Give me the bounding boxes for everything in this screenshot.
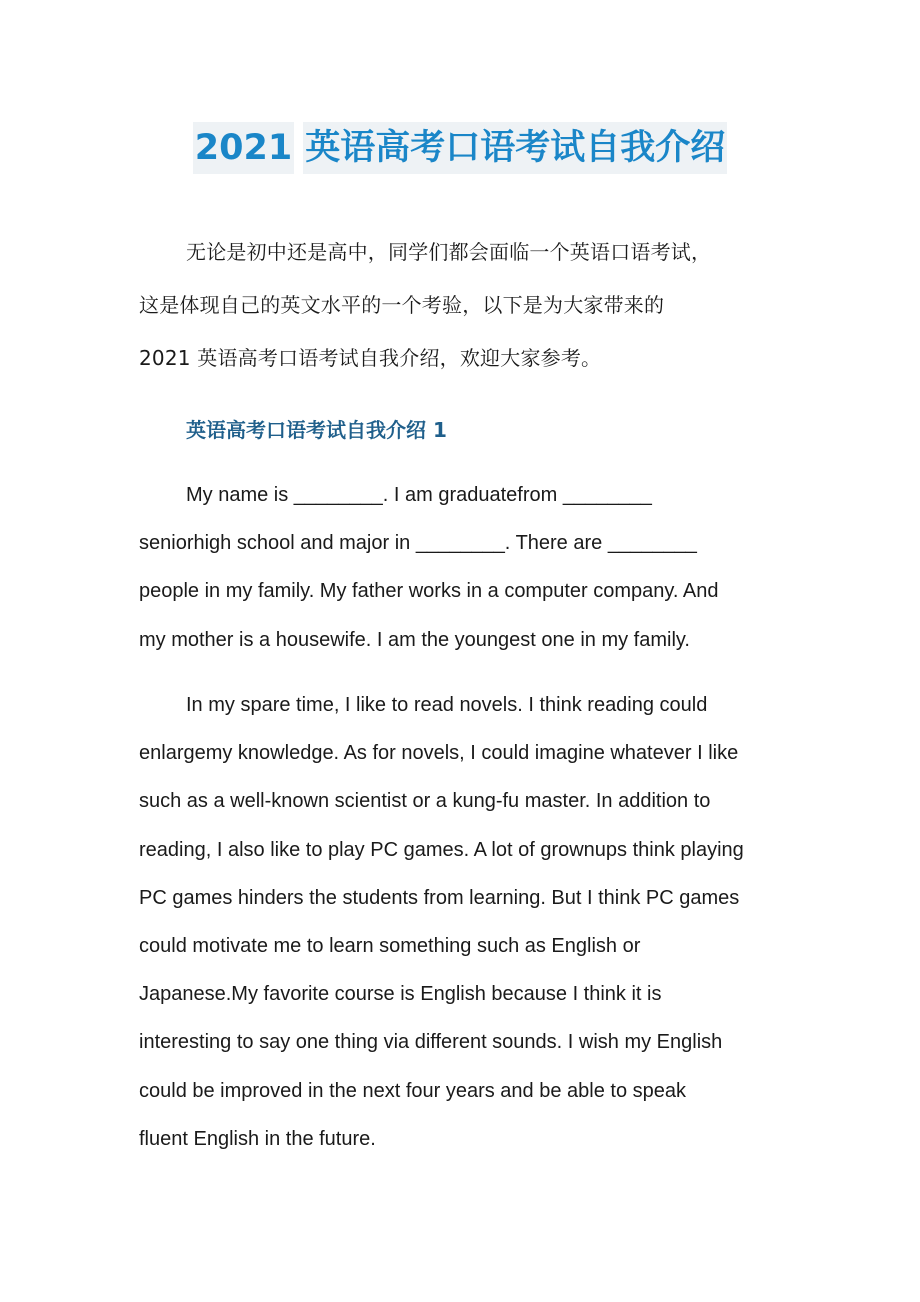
paragraph-1	[139, 471, 784, 664]
paragraph-line: In my spare time, I like to read novels. I think reading could	[186, 694, 708, 716]
paragraph-2	[139, 681, 784, 1163]
title-text: 英语高考口语考试自我介绍	[303, 122, 727, 174]
title-block	[0, 122, 920, 174]
paragraph-line: seniorhigh school and major in ________. There are ________	[139, 532, 697, 555]
paragraph-line: interesting to say one thing via different sounds. I wish my English	[139, 1031, 723, 1054]
paragraph-line: reading, I also like to play PC games. A lot of grownups think playing	[139, 838, 744, 861]
paragraph-line: could be improved in the next four years and be able to speak	[139, 1079, 687, 1102]
paragraph-line: people in my family. My father works in a computer company. And	[139, 580, 719, 603]
title-year: 2021	[193, 122, 294, 174]
section-heading: 英语高考口语考试自我介绍 1	[186, 418, 447, 442]
page-title	[193, 122, 727, 174]
paragraph-2-block	[139, 681, 784, 1163]
intro-paragraph-block	[139, 226, 784, 385]
paragraph-1-block	[139, 471, 784, 664]
paragraph-line: PC games hinders the students from learning. But I think PC games	[139, 886, 740, 909]
paragraph-line: could motivate me to learn something such as English or	[139, 935, 641, 958]
paragraph-line: such as a well-known scientist or a kung-fu master. In addition to	[139, 790, 711, 813]
paragraph-line: fluent English in the future.	[139, 1127, 376, 1150]
intro-line: 无论是初中还是高中，同学们都会面临一个英语口语考试，	[186, 240, 712, 264]
intro-line: 2021 英语高考口语考试自我介绍，欢迎大家参考。	[139, 346, 602, 370]
intro-paragraph	[139, 226, 784, 385]
paragraph-line: my mother is a housewife. I am the youngest one in my family.	[139, 628, 690, 651]
paragraph-line: Japanese.My favorite course is English because I think it is	[139, 983, 662, 1006]
paragraph-line: My name is ________. I am graduatefrom ________	[186, 484, 652, 506]
intro-line: 这是体现自己的英文水平的一个考验，以下是为大家带来的	[139, 293, 665, 317]
paragraph-line: enlargemy knowledge. As for novels, I could imagine whatever I like	[139, 742, 739, 765]
